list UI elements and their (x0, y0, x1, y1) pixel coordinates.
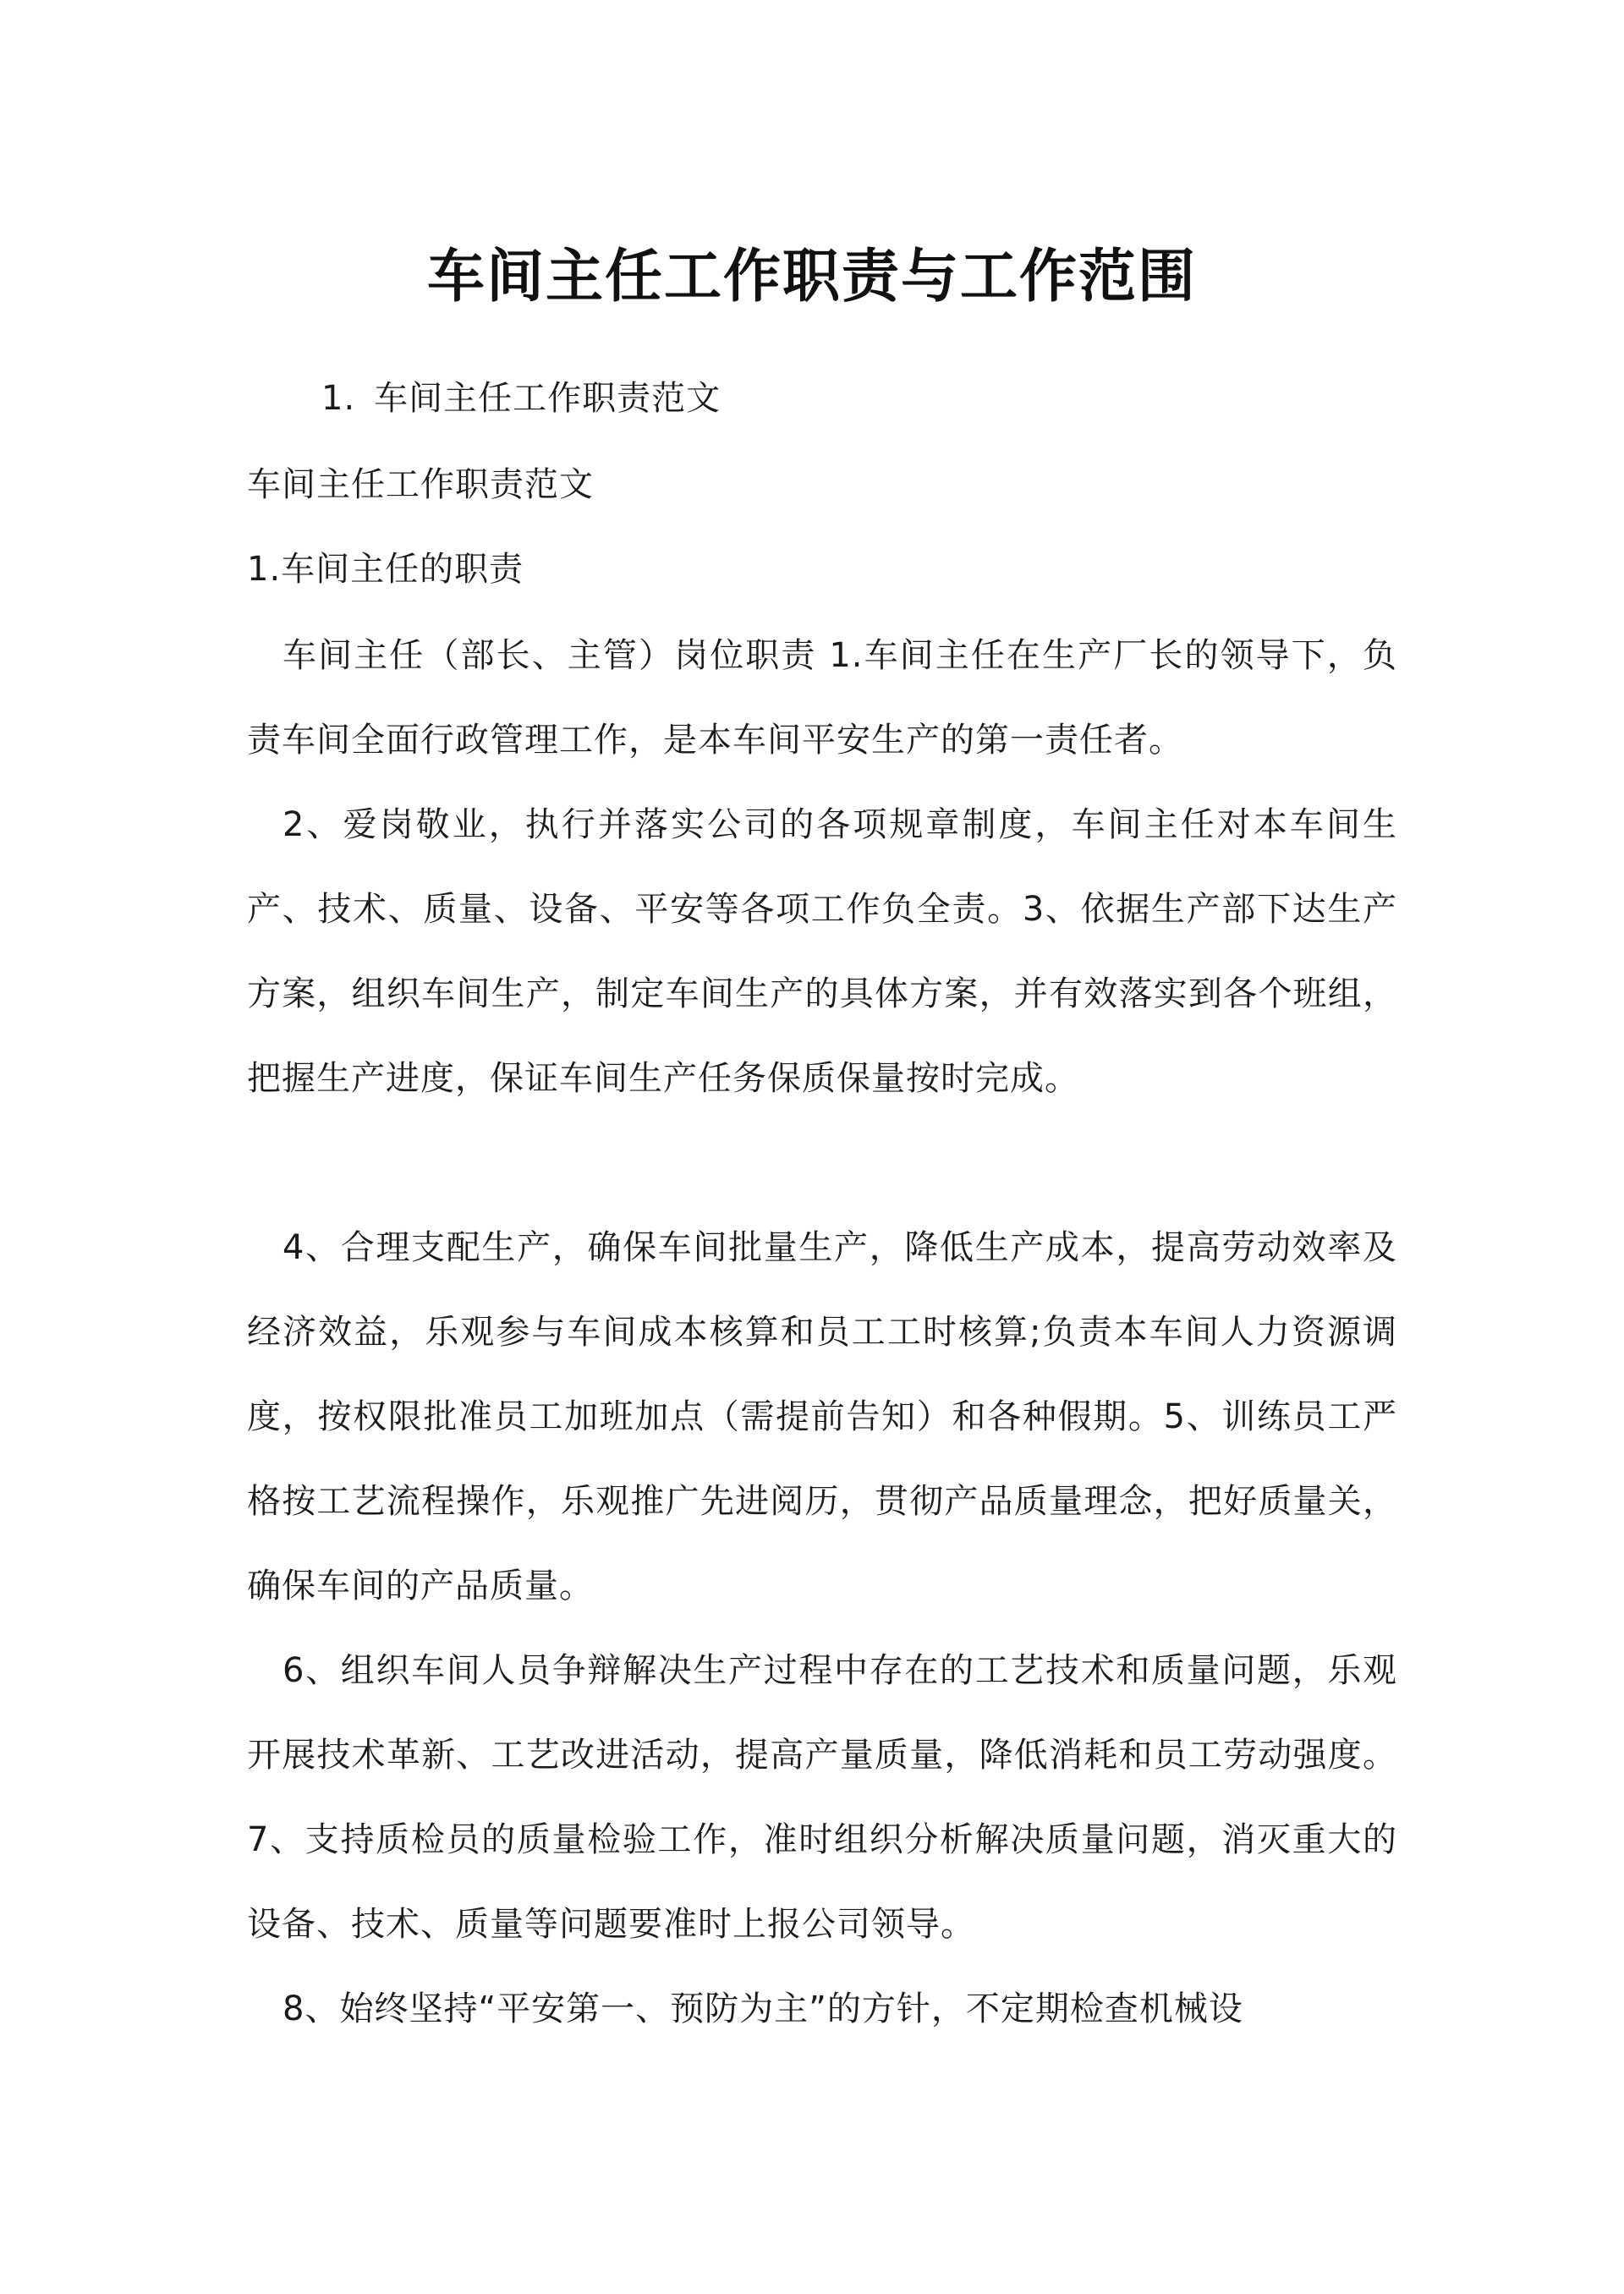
toc-entry-number: 1. (321, 379, 356, 418)
paragraph-1: 车间主任（部长、主管）岗位职责 1.车间主任在生产厂长的领导下，负责车间全面行政管理工作，是本车间平安生产的第一责任者。 (247, 636, 1397, 760)
paragraph-3: 4、合理支配生产，确保车间批量生产，降低生产成本，提高劳动效率及经济效益，乐观参与车间成本核算和员工工时核算;负责本车间人力资源调度，按权限批准员工加班加点（需提前告知）和各种假期。5、训练员工严格按工艺流程操作，乐观推广先进阅历，贯彻产品质量理念，把好质量关，确保车间的产品质量。 (247, 1228, 1397, 1605)
document-title: 车间主任工作职责与工作范围 (426, 243, 1197, 310)
paragraph-5: 8、始终坚持“平安第一、预防为主”的方针，不定期检查机械设 (283, 1989, 1243, 2028)
toc-entry (321, 377, 1336, 420)
section-heading: 1.车间主任的职责 (247, 550, 524, 589)
paragraph-4: 6、组织车间人员争辩解决生产过程中存在的工艺技术和质量问题，乐观开展技术革新、工艺改进活动，提高产量质量，降低消耗和员工劳动强度。7、支持质检员的质量检验工作，准时组织分析解决质量问题，消灭重大的设备、技术、质量等问题要准时上报公司领导。 (247, 1651, 1397, 1944)
toc-entry-label: 车间主任工作职责范文 (374, 379, 721, 418)
sub-heading: 车间主任工作职责范文 (247, 465, 594, 504)
paragraph-2: 2、爱岗敬业，执行并落实公司的各项规章制度，车间主任对本车间生产、技术、质量、设备、平安等各项工作负全责。3、依据生产部下达生产方案，组织车间生产，制定车间生产的具体方案，并有效落实到各个班组，把握生产进度，保证车间生产任务保质保量按时完成。 (247, 805, 1397, 1098)
